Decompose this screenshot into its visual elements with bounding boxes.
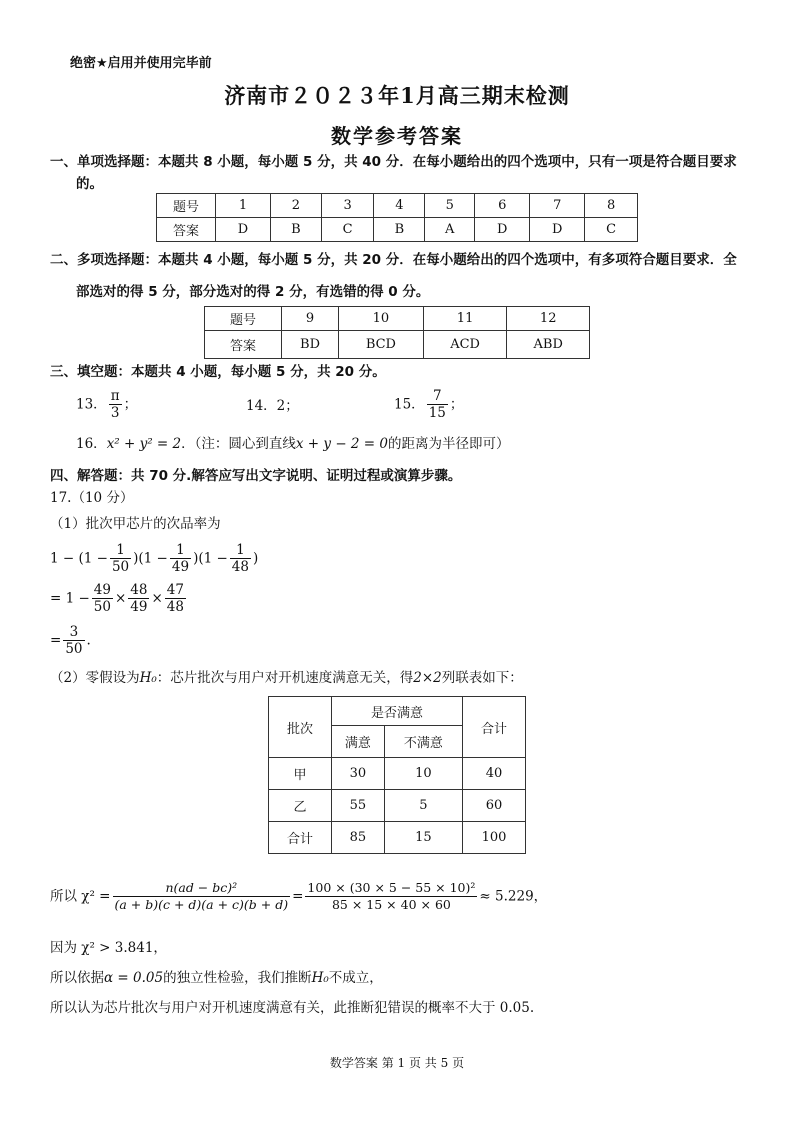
expression-text: )(1 − <box>193 550 228 567</box>
table-cell: D <box>530 218 585 242</box>
times-sign: × <box>151 590 163 607</box>
table-cell: 40 <box>463 758 526 790</box>
fraction <box>63 624 84 657</box>
denominator: 3 <box>110 405 120 421</box>
numerator: π <box>110 388 120 404</box>
note-part-a: ．（注：圆心到直线 <box>181 436 296 452</box>
table-cell: 11 <box>423 307 507 331</box>
table-row <box>269 758 526 790</box>
table-row <box>157 194 638 218</box>
denominator: 48 <box>166 599 184 615</box>
single-choice-answer-table <box>156 193 638 242</box>
page-title: 济南市２０２３年1月高三期末检测 <box>224 83 570 108</box>
table-row <box>157 218 638 242</box>
alpha-value: α = 0.05 <box>104 970 164 986</box>
numerator: 49 <box>93 582 111 598</box>
section4-intro: 四、解答题：共 70 分.解答应写出文字说明、证明过程或演算步骤。 <box>50 468 462 484</box>
table-cell: 30 <box>332 758 385 790</box>
table-row <box>269 790 526 822</box>
fraction <box>427 388 448 421</box>
section1-intro-line1: 一、单项选择题：本题共 8 小题，每小题 5 分，共 40 分．在每小题给出的四个选项中，只有一项是符合题目要求 <box>50 154 737 170</box>
table-cell: B <box>271 218 322 242</box>
denominator: (a + b)(c + d)(a + c)(b + d) <box>114 897 289 912</box>
fraction <box>92 582 113 615</box>
numerator: 48 <box>130 582 148 598</box>
answer-13 <box>76 388 137 421</box>
expression-text: 列联表如下： <box>441 670 523 686</box>
question-17-heading: 17.（10 分） <box>50 490 134 506</box>
expression-text: 不成立， <box>328 970 383 986</box>
table-cell: 10 <box>384 758 462 790</box>
header-unsatisfied: 不满意 <box>384 726 462 758</box>
equals-sign: = <box>292 888 304 905</box>
table-cell: D <box>475 218 530 242</box>
table-cell: 15 <box>384 822 462 854</box>
denominator: 50 <box>65 641 83 657</box>
table-cell: 8 <box>585 194 638 218</box>
expression-text: = <box>50 632 62 649</box>
fraction <box>113 880 291 913</box>
numerator: 7 <box>427 388 448 405</box>
header-satisfied: 满意 <box>332 726 385 758</box>
numerator: 1 <box>170 542 191 559</box>
section3-intro: 三、填空题：本题共 4 小题，每小题 5 分，共 20 分。 <box>50 364 386 380</box>
fraction <box>128 582 149 615</box>
row-label: 题号 <box>157 194 216 218</box>
step1-expression <box>50 542 258 575</box>
numerator: 1 <box>230 542 251 559</box>
expression-text: 所以 χ² = <box>50 888 111 905</box>
table-size: 2×2 <box>413 670 442 686</box>
table-cell: D <box>216 218 271 242</box>
contingency-table <box>268 696 526 854</box>
numerator: 1 <box>110 542 131 559</box>
table-cell: 85 <box>332 822 385 854</box>
row-label: 答案 <box>205 331 282 359</box>
denominator: 49 <box>130 599 148 615</box>
section1-intro-line2: 的。 <box>76 176 103 192</box>
because-line: 因为 χ² > 3.841， <box>50 940 167 956</box>
table-cell: 1 <box>216 194 271 218</box>
denominator: 85 × 15 × 40 × 60 <box>331 897 451 912</box>
expression-text: ：芯片批次与用户对开机速度满意无关，得 <box>156 670 414 686</box>
answer-16-label: 16． <box>76 436 107 452</box>
denominator: 50 <box>93 599 111 615</box>
answer-16 <box>76 434 510 454</box>
table-cell: 100 <box>463 822 526 854</box>
denominator: 49 <box>171 559 190 575</box>
fraction <box>109 388 122 421</box>
table-cell: 7 <box>530 194 585 218</box>
fraction <box>165 582 186 615</box>
numerator: n(ad − bc)² <box>113 880 291 897</box>
table-cell: 60 <box>463 790 526 822</box>
answer-13-label: 13． <box>76 396 107 413</box>
denominator: 48 <box>231 559 249 575</box>
part1-heading: （1）批次甲芯片的次品率为 <box>50 516 221 532</box>
row-label: 答案 <box>157 218 216 242</box>
table-cell: 12 <box>507 307 590 331</box>
table-cell: 2 <box>271 194 322 218</box>
expression-text: 所以依据 <box>50 970 104 986</box>
page-footer: 数学答案 第 1 页 共 5 页 <box>329 1056 465 1070</box>
row-label: 甲 <box>269 758 332 790</box>
numerator: 47 <box>166 582 184 598</box>
table-cell: A <box>425 218 475 242</box>
part2-heading <box>50 668 523 688</box>
table-row <box>269 697 526 726</box>
table-row <box>205 307 590 331</box>
times-sign: × <box>114 590 127 607</box>
step3-expression <box>50 624 91 657</box>
table-cell: 5 <box>425 194 475 218</box>
table-cell: ABD <box>507 331 590 359</box>
chi-result: ≈ 5.229， <box>479 888 548 905</box>
chi-square-computation <box>50 880 547 913</box>
table-cell: 9 <box>282 307 339 331</box>
h0-symbol: H₀ <box>311 970 329 986</box>
expression-text: )(1 − <box>133 550 168 567</box>
page-subtitle: 数学参考答案 <box>331 124 463 148</box>
table-cell: BCD <box>339 331 424 359</box>
circle-equation: x² + y² = 2 <box>106 436 182 452</box>
fraction <box>230 542 251 575</box>
answer-15 <box>394 388 463 421</box>
header-satisfied-group: 是否满意 <box>332 697 463 726</box>
row-label: 题号 <box>205 307 282 331</box>
denominator: 50 <box>111 559 130 575</box>
table-cell: C <box>585 218 638 242</box>
row-label: 合计 <box>269 822 332 854</box>
numerator: 100 × (30 × 5 − 55 × 10)² <box>307 880 476 895</box>
separator: ； <box>123 396 138 413</box>
table-cell: 4 <box>374 194 425 218</box>
table-cell: B <box>374 218 425 242</box>
multi-choice-answer-table <box>204 306 590 359</box>
step2-expression <box>50 582 188 615</box>
expression-text: ) <box>252 550 259 567</box>
table-cell: 3 <box>321 194 374 218</box>
header-total: 合计 <box>463 697 526 758</box>
expression-text: 1 − (1 − <box>50 550 108 567</box>
expression-text: 的独立性检验，我们推断 <box>163 970 312 986</box>
note-part-b: 的距离为半径即可） <box>388 436 510 452</box>
fraction <box>305 880 477 913</box>
header-batch: 批次 <box>269 697 332 758</box>
table-cell: C <box>321 218 374 242</box>
table-cell: BD <box>282 331 339 359</box>
numerator: 3 <box>63 624 84 641</box>
table-cell: 5 <box>384 790 462 822</box>
answer-15-label: 15． <box>394 396 425 413</box>
h0-symbol: H₀ <box>139 670 157 686</box>
row-label: 乙 <box>269 790 332 822</box>
answer-14: 14．2； <box>246 398 299 414</box>
section2-intro-line2: 部选对的得 5 分，部分选对的得 2 分，有选错的得 0 分。 <box>76 284 430 300</box>
expression-text: . <box>86 632 91 649</box>
line-equation: x + y − 2 = 0 <box>295 436 388 452</box>
table-row <box>269 822 526 854</box>
table-cell: ACD <box>423 331 507 359</box>
expression-text: = 1 − <box>50 590 90 607</box>
fraction <box>110 542 131 575</box>
separator: ； <box>449 396 464 413</box>
confidential-label: 绝密★启用并使用完毕前 <box>70 56 212 71</box>
conclusion-line: 所以认为芯片批次与用户对开机速度满意有关，此推断犯错误的概率不大于 0.05. <box>50 1000 535 1016</box>
table-cell: 10 <box>339 307 424 331</box>
fraction <box>170 542 191 575</box>
test-line <box>50 968 383 988</box>
denominator: 15 <box>428 405 446 421</box>
table-cell: 6 <box>475 194 530 218</box>
table-cell: 55 <box>332 790 385 822</box>
expression-text: （2）零假设为 <box>50 670 140 686</box>
section2-intro-line1: 二、多项选择题：本题共 4 小题，每小题 5 分，共 20 分．在每小题给出的四个选项中，有多项符合题目要求．全 <box>50 252 737 268</box>
table-row <box>205 331 590 359</box>
